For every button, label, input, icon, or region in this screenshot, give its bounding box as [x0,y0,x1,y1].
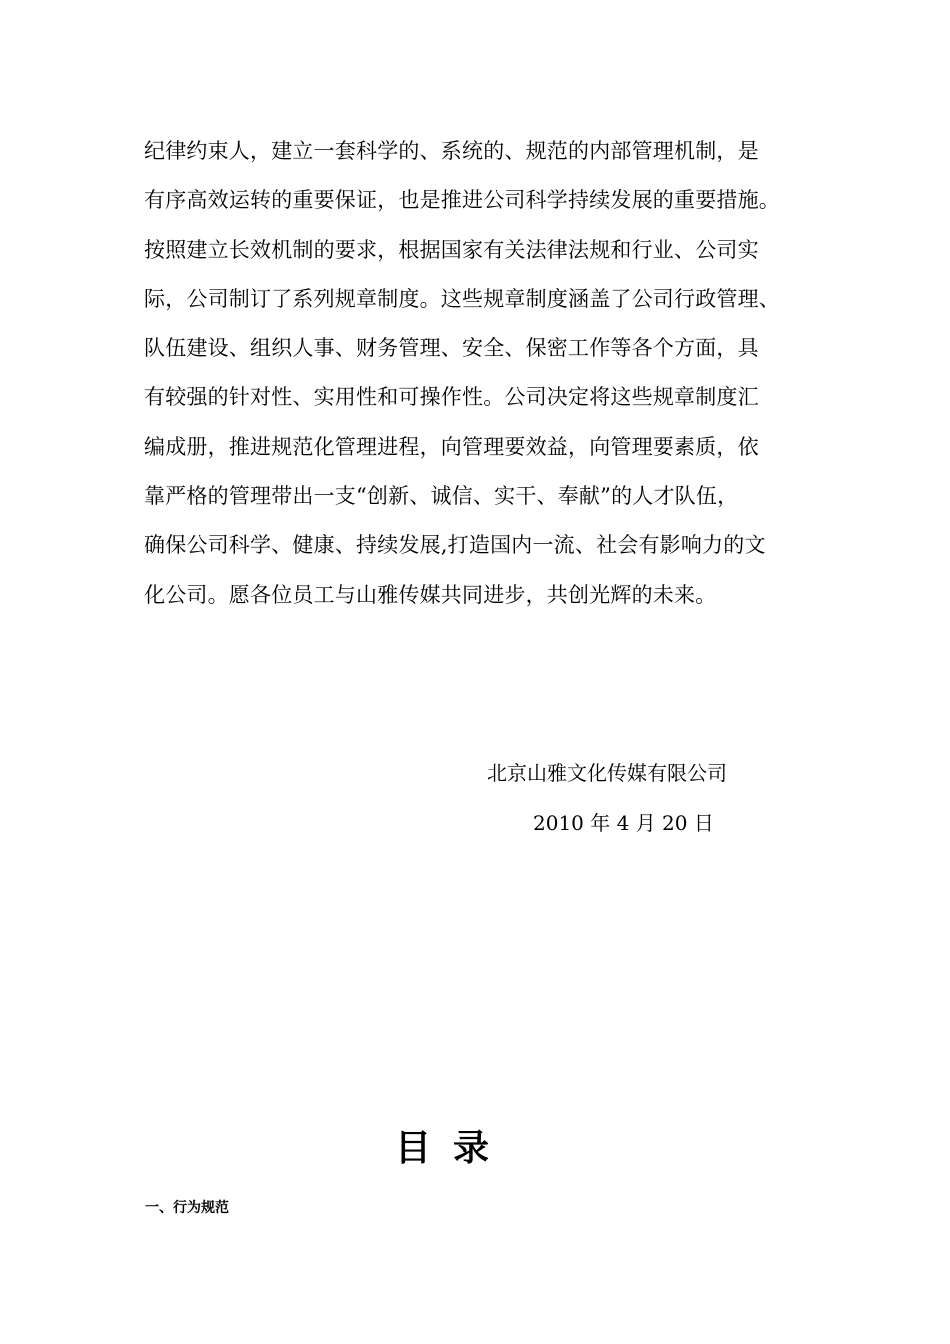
signature-date: 2010 年 4 月 20 日 [533,811,714,835]
signature-company: 北京山雅文化传媒有限公司 [487,761,727,785]
preface-line: 编成册，推进规范化管理进程，向管理要效益，向管理要素质，依 [144,434,759,459]
preface-line: 际，公司制订了系列规章制度。这些规章制度涵盖了公司行政管理、 [144,286,780,311]
signature-block [487,757,807,839]
preface-line: 纪律约束人，建立一套科学的、系统的、规范的内部管理机制，是 [144,139,759,163]
preface-line: 靠严格的管理带出一支“创新、诚信、实干、奉献”的人才队伍， [144,484,739,509]
preface-line: 有较强的针对性、实用性和可操作性。公司决定将这些规章制度汇 [144,385,759,410]
preface-body [144,132,844,625]
preface-line: 按照建立长效机制的要求，根据国家有关法律法规和行业、公司实 [144,237,759,262]
preface-line: 化公司。愿各位员工与山雅传媒共同进步，共创光辉的未来。 [144,582,717,607]
preface-line: 队伍建设、组织人事、财务管理、安全、保密工作等各个方面，具 [144,336,759,361]
toc-title: 目录 [394,1127,511,1169]
toc-section-heading: 一、行为规范 [145,1200,229,1216]
preface-line: 确保公司科学、健康、持续发展,打造国内一流、社会有影响力的文 [144,533,766,558]
preface-line: 有序高效运转的重要保证，也是推进公司科学持续发展的重要措施。 [144,188,780,213]
